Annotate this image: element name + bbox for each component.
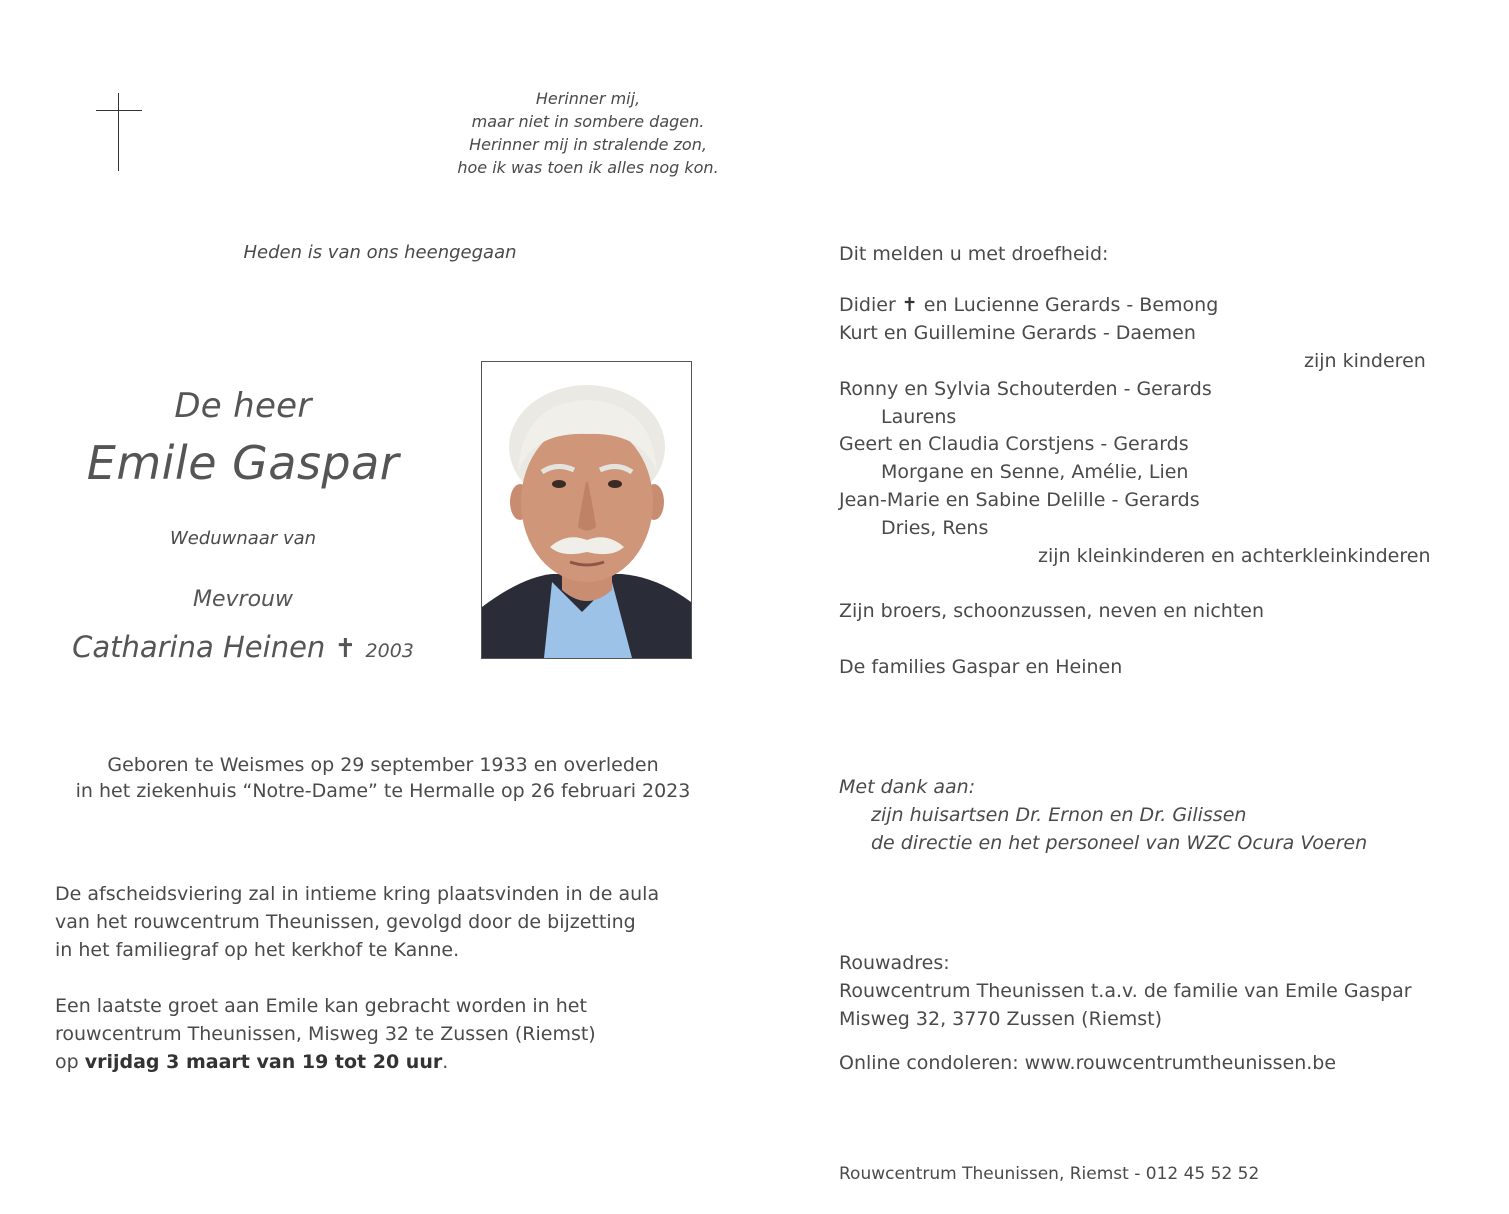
wife-death-year: 2003 — [365, 640, 414, 662]
child-name-rest: en Lucienne Gerards - Bemong — [917, 294, 1219, 316]
portrait-photo — [481, 361, 692, 659]
cross-vertical — [118, 93, 119, 171]
grandchild-names: Dries, Rens — [881, 517, 989, 539]
visitation-line — [55, 1048, 596, 1076]
cross-horizontal — [96, 110, 142, 111]
visitation-prefix: op — [55, 1051, 85, 1073]
poem-line: maar niet in sombere dagen. — [471, 112, 705, 131]
widower-label: Weduwnaar van — [169, 528, 317, 549]
birth-death-text — [40, 752, 726, 804]
visitation-line: Een laatste groet aan Emile kan gebracht worden in het — [55, 995, 587, 1017]
children-label: zijn kinderen — [1304, 350, 1426, 372]
child-name: Didier — [839, 294, 902, 316]
poem — [390, 87, 786, 179]
poem-line: Herinner mij, — [535, 89, 641, 108]
address-line: Rouwcentrum Theunissen t.a.v. de familie van Emile Gaspar — [839, 980, 1412, 1002]
child-line — [839, 294, 1218, 316]
families-text: De families Gaspar en Heinen — [839, 656, 1123, 678]
announce-text: Dit melden u met droefheid: — [839, 243, 1109, 265]
madam-label: Mevrouw — [193, 587, 293, 612]
grandchild-names: Laurens — [881, 406, 957, 428]
online-condolence: Online condoleren: www.rouwcentrumtheunissen.be — [839, 1052, 1337, 1074]
visitation-time: vrijdag 3 maart van 19 tot 20 uur — [84, 1051, 443, 1073]
grandchild-family: Ronny en Sylvia Schouterden - Gerards — [839, 378, 1212, 400]
deceased-name: Emile Gaspar — [86, 436, 400, 490]
thanks-title: Met dank aan: — [839, 776, 976, 798]
grandchildren-label: zijn kleinkinderen en achterkleinkinderen — [1038, 545, 1431, 567]
poem-line: Herinner mij in stralende zon, — [469, 135, 707, 154]
cross-icon: ✝ — [901, 294, 918, 316]
intro-text: Heden is van ons heengegaan — [243, 242, 517, 263]
cross-icon: ✝ — [334, 634, 357, 664]
farewell-line: De afscheidsviering zal in intieme kring plaatsvinden in de aula — [55, 883, 660, 905]
poem-line: hoe ik was toen ik alles nog kon. — [457, 158, 719, 177]
farewell-text — [55, 880, 659, 964]
footer-contact: Rouwcentrum Theunissen, Riemst - 012 45 52 52 — [839, 1164, 1260, 1184]
visitation-text — [55, 992, 596, 1076]
birth-death-line: Geboren te Weismes op 29 september 1933 en overleden — [107, 754, 659, 776]
address-label: Rouwadres: — [839, 952, 950, 974]
child-line: Kurt en Guillemine Gerards - Daemen — [839, 322, 1196, 344]
grandchild-family: Geert en Claudia Corstjens - Gerards — [839, 433, 1189, 455]
wife-name: Catharina Heinen — [72, 630, 326, 664]
farewell-line: van het rouwcentrum Theunissen, gevolgd door de bijzetting — [55, 911, 636, 933]
address-line: Misweg 32, 3770 Zussen (Riemst) — [839, 1008, 1163, 1030]
siblings-text: Zijn broers, schoonzussen, neven en nichten — [839, 600, 1265, 622]
visitation-line: rouwcentrum Theunissen, Misweg 32 te Zussen (Riemst) — [55, 1023, 596, 1045]
farewell-line: in het familiegraf op het kerkhof te Kanne. — [55, 939, 460, 961]
thanks-line: de directie en het personeel van WZC Ocura Voeren — [871, 832, 1368, 854]
grandchild-family: Jean-Marie en Sabine Delille - Gerards — [839, 489, 1200, 511]
deceased-title: De heer — [174, 386, 312, 426]
thanks-line: zijn huisartsen Dr. Ernon en Dr. Gilissen — [871, 804, 1247, 826]
wife-line — [40, 630, 446, 664]
grandchild-names: Morgane en Senne, Amélie, Lien — [881, 461, 1189, 483]
visitation-suffix: . — [442, 1051, 449, 1073]
birth-death-line: in het ziekenhuis “Notre-Dame” te Hermalle op 26 februari 2023 — [75, 780, 691, 802]
